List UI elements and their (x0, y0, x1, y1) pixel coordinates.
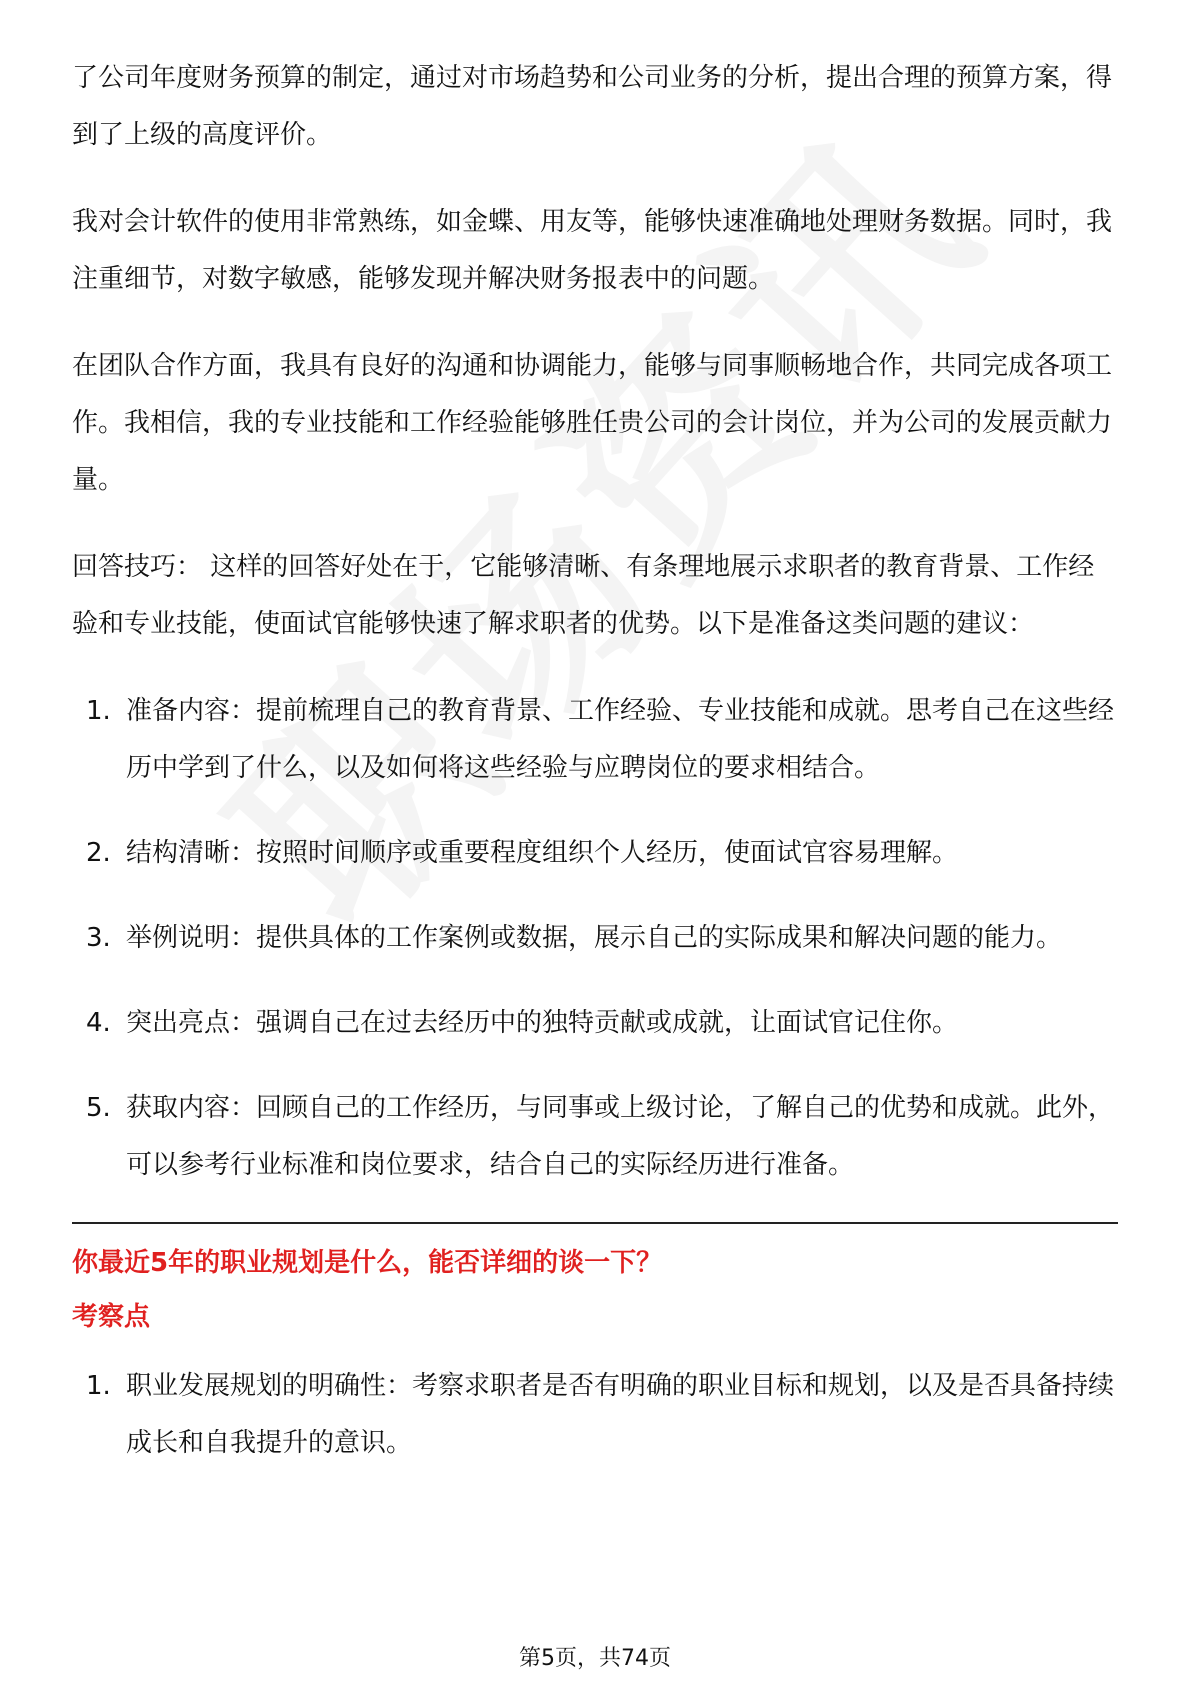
points-list (72, 1358, 1118, 1472)
list-item (72, 683, 1118, 797)
section-divider (72, 1222, 1118, 1224)
list-item-text: 准备内容：提前梳理自己的教育背景、工作经验、专业技能和成就。思考自己在这些经历中学到了什么，以及如何将这些经验与应聘岗位的要求相结合。 (126, 696, 1115, 783)
list-item-text: 结构清晰：按照时间顺序或重要程度组织个人经历，使面试官容易理解。 (126, 838, 959, 868)
list-number: 1. (86, 1371, 111, 1401)
list-item (72, 995, 1118, 1052)
tips-list (72, 683, 1118, 1194)
list-item-text: 获取内容：回顾自己的工作经历，与同事或上级讨论，了解自己的优势和成就。此外，可以参考行业标准和岗位要求，结合自己的实际经历进行准备。 (126, 1093, 1115, 1180)
list-number: 2. (86, 838, 111, 868)
list-number: 3. (86, 923, 111, 953)
question-heading: 你最近5年的职业规划是什么，能否详细的谈一下？ (72, 1248, 663, 1278)
document-body (72, 50, 1118, 1500)
paragraph-budget: 了公司年度财务预算的制定，通过对市场趋势和公司业务的分析，提出合理的预算方案，得到了上级的高度评价。 (72, 63, 1113, 150)
paragraph-software: 我对会计软件的使用非常熟练，如金蝶、用友等，能够快速准确地处理财务数据。同时，我注重细节，对数字敏感，能够发现并解决财务报表中的问题。 (72, 207, 1113, 294)
paragraph-teamwork: 在团队合作方面，我具有良好的沟通和协调能力，能够与同事顺畅地合作，共同完成各项工作。我相信，我的专业技能和工作经验能够胜任贵公司的会计岗位，并为公司的发展贡献力量。 (72, 351, 1113, 495)
page-footer: 第5页，共74页 (519, 1646, 671, 1671)
list-item-text: 职业发展规划的明确性：考察求职者是否有明确的职业目标和规划，以及是否具备持续成长和自我提升的意识。 (126, 1371, 1115, 1458)
paragraph-answer-tips: 回答技巧： 这样的回答好处在于，它能够清晰、有条理地展示求职者的教育背景、工作经验和专业技能，使面试官能够快速了解求职者的优势。以下是准备这类问题的建议： (72, 552, 1095, 639)
list-number: 4. (86, 1008, 111, 1038)
list-item-text: 突出亮点：强调自己在过去经历中的独特贡献或成就，让面试官记住你。 (126, 1008, 959, 1038)
list-item (72, 825, 1118, 882)
list-number: 1. (86, 696, 111, 726)
list-item (72, 910, 1118, 967)
list-item-text: 举例说明：提供具体的工作案例或数据，展示自己的实际成果和解决问题的能力。 (126, 923, 1063, 953)
list-item (72, 1080, 1118, 1194)
section-title: 考察点 (72, 1302, 151, 1332)
list-item (72, 1358, 1118, 1472)
list-number: 5. (86, 1093, 111, 1123)
